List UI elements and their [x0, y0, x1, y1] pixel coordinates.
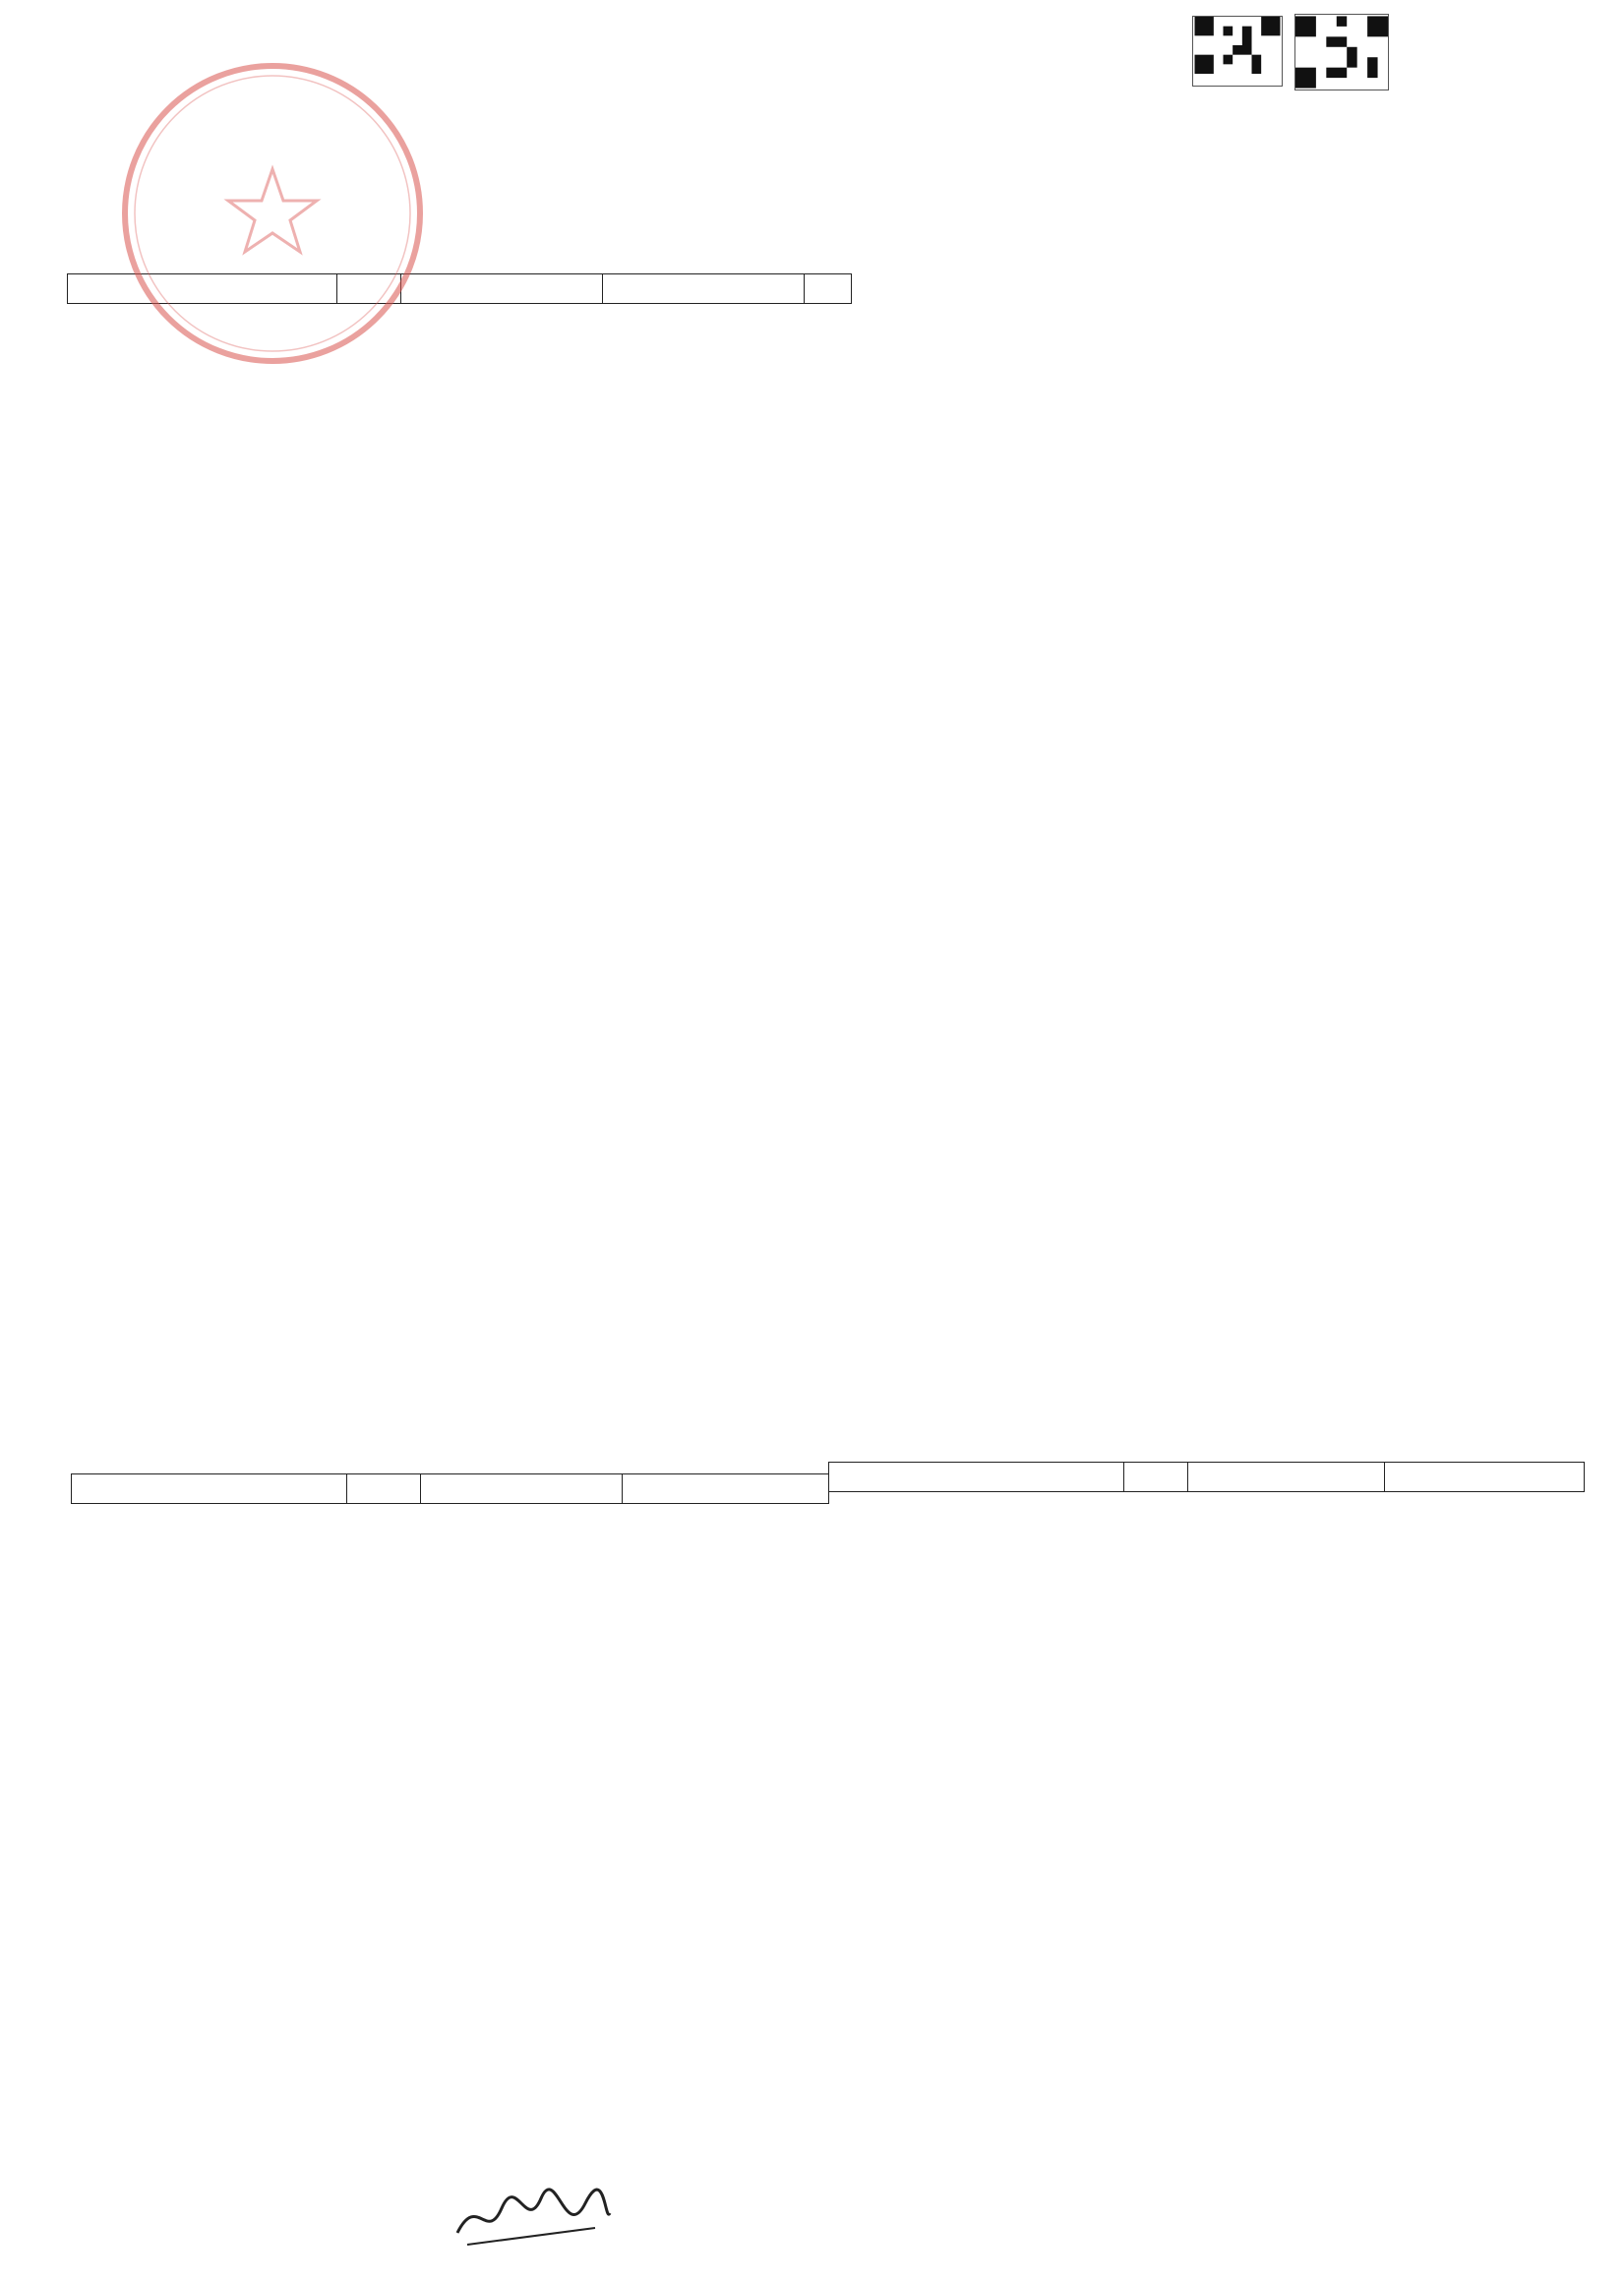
header-ytd [603, 274, 805, 304]
header-current [421, 1474, 623, 1504]
admin-expense-table [71, 1473, 829, 1504]
header-ytd [1385, 1463, 1585, 1492]
header-no [347, 1474, 421, 1504]
qr-code-left [1192, 16, 1283, 87]
environment-expense-table [828, 1462, 1585, 1492]
header-item [829, 1463, 1124, 1492]
header-ytd [623, 1474, 829, 1504]
handwritten-signature [448, 2174, 615, 2253]
qr-code-pattern [1295, 15, 1388, 90]
header-no [1124, 1463, 1188, 1492]
table-header-row [72, 1474, 829, 1504]
table-header-row [829, 1463, 1585, 1492]
header-current [1188, 1463, 1385, 1492]
qr-code-pattern [1193, 17, 1282, 74]
qr-code-right [1294, 14, 1389, 90]
header-item [72, 1474, 347, 1504]
official-seal [110, 51, 435, 376]
